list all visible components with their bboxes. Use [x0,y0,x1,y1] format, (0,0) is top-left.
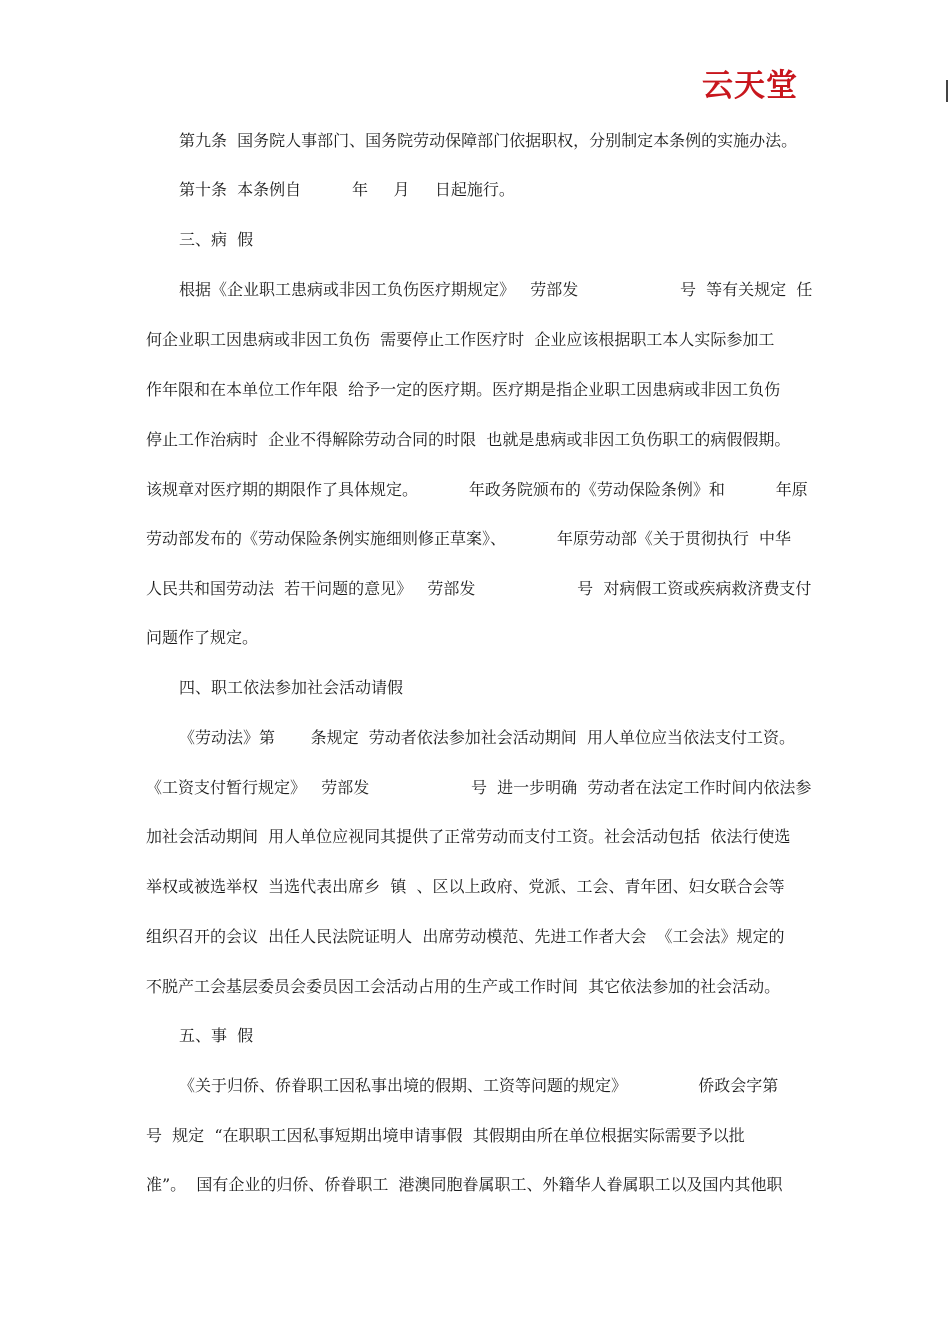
paragraph-line: 举权或被选举权 当选代表出席乡 镇 、区以上政府、党派、工会、青年团、妇女联合会等 [146,877,785,896]
paragraph-line: 该规章对医疗期的期限作了具体规定。 年政务院颁布的《劳动保险条例》和 年原 [146,480,808,499]
paragraph-line: 根据《企业职工患病或非因工负伤医疗期规定》 劳部发 号 等有关规定 任 [179,280,813,299]
paragraph-line: 劳动部发布的《劳动保险条例实施细则修正草案》、 年原劳动部《关于贯彻执行 中华 [146,529,792,548]
paragraph-line: 不脱产工会基层委员会委员因工会活动占用的生产或工作时间 其它依法参加的社会活动。 [146,977,781,996]
paragraph-line: 何企业职工因患病或非因工负伤 需要停止工作医疗时 企业应该根据职工本人实际参加工 [146,330,775,349]
paragraph-line: 问题作了规定。 [146,628,259,647]
article-9: 第九条 国务院人事部门、国务院劳动保障部门依据职权，分别制定本条例的实施办法。 [179,131,798,150]
paragraph-line: 作年限和在本单位工作年限 给予一定的医疗期。医疗期是指企业职工因患病或非因工负伤 [146,380,781,399]
page-edge-mark [946,80,948,102]
paragraph-line: 《工资支付暂行规定》 劳部发 号 进一步明确 劳动者在法定工作时间内依法参 [146,778,812,797]
paragraph-line: 组织召开的会议 出任人民法院证明人 出席劳动模范、先进工作者大会 《工会法》规定的 [146,927,785,946]
paragraph-line: 号 规定 “在职职工因私事短期出境申请事假 其假期由所在单位根据实际需要予以批 [146,1126,745,1145]
paragraph-line: 人民共和国劳动法 若干问题的意见》 劳部发 号 对病假工资或疾病救济费支付 [146,579,812,598]
paragraph-line: 加社会活动期间 用人单位应视同其提供了正常劳动而支付工资。社会活动包括 依法行使选 [146,827,791,846]
article-10: 第十条 本条例自 年 月 日起施行。 [179,180,515,199]
paragraph-line: 《劳动法》第 条规定 劳动者依法参加社会活动期间 用人单位应当依法支付工资。 [179,728,795,747]
heading-social-activity-leave: 四、职工依法参加社会活动请假 [179,678,404,697]
paragraph-line: 准”。 国有企业的归侨、侨眷职工 港澳同胞眷属职工、外籍华人眷属职工以及国内其他职 [146,1175,783,1194]
brand-logo: 云天堂 [702,68,798,104]
paragraph-line: 《关于归侨、侨眷职工因私事出境的假期、工资等问题的规定》 侨政会字第 [179,1076,779,1095]
heading-personal-leave: 五、事 假 [179,1026,254,1045]
heading-sick-leave: 三、病 假 [179,230,254,249]
paragraph-line: 停止工作治病时 企业不得解除劳动合同的时限 也就是患病或非因工负伤职工的病假假期。 [146,430,791,449]
